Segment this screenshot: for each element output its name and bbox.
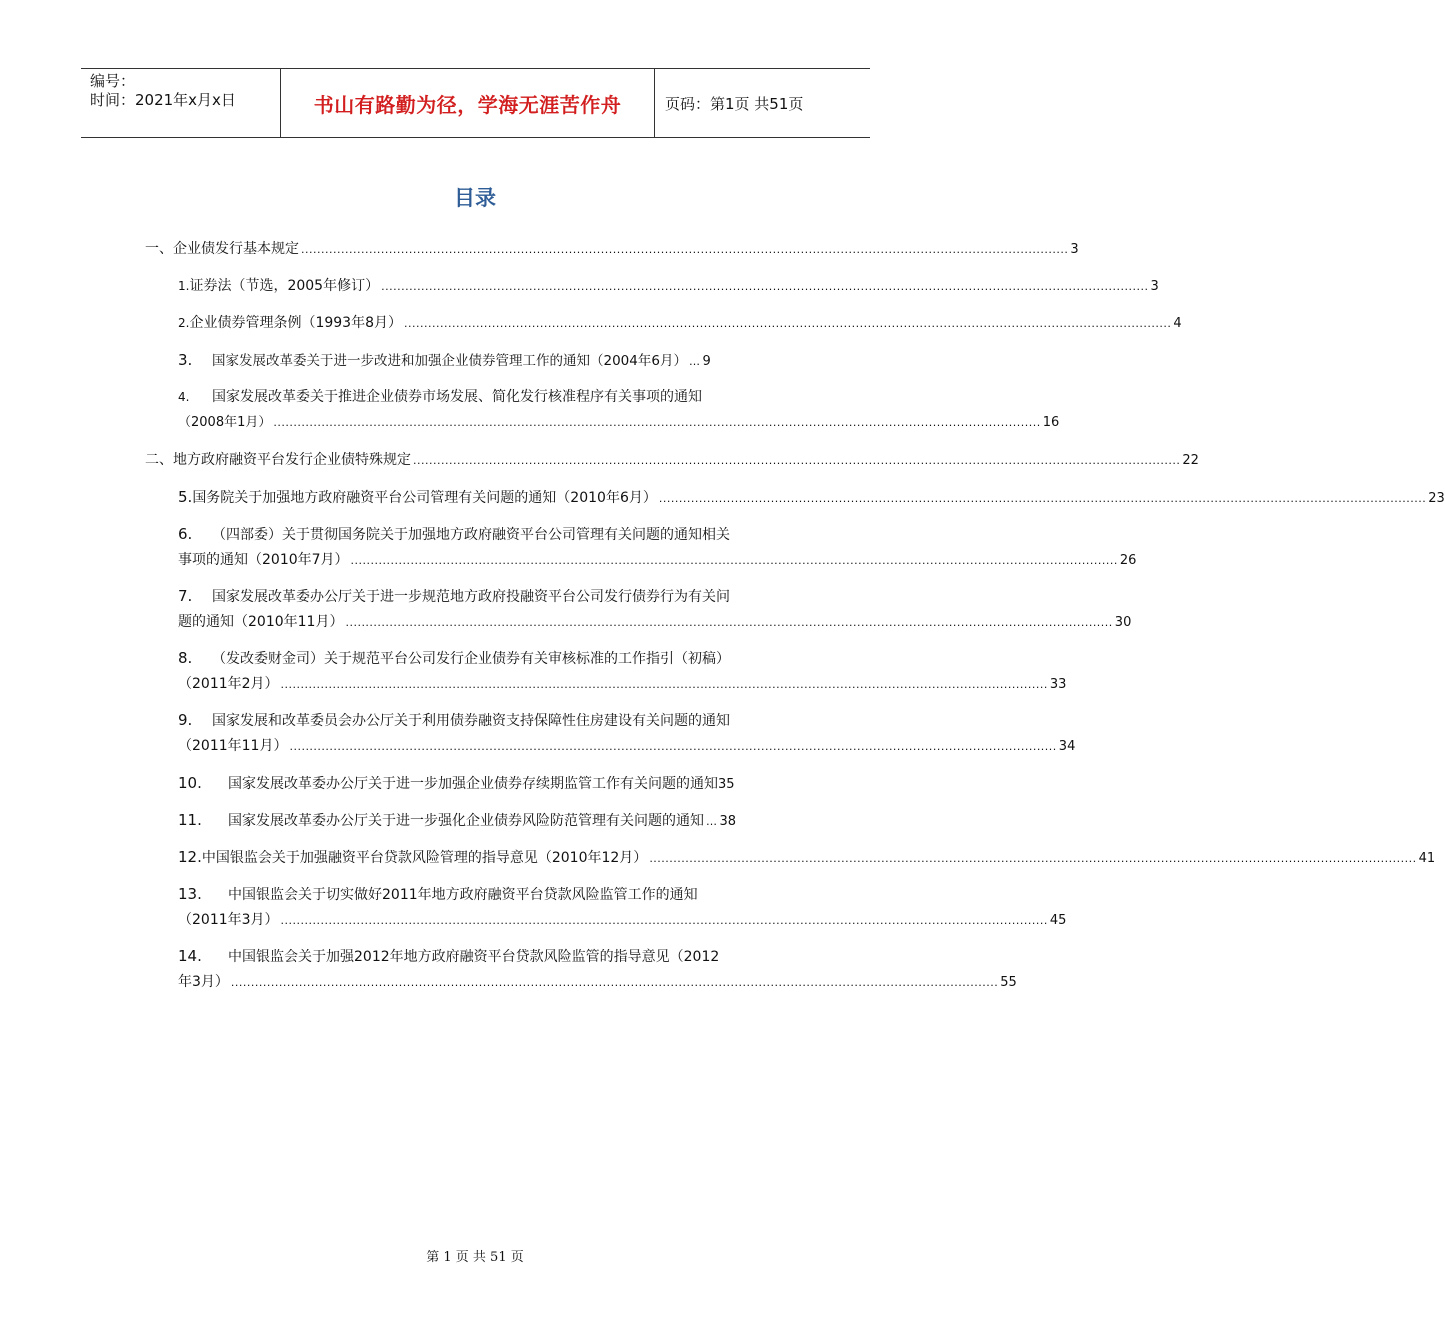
toc-entry-text-continued: 年3月） [178,974,229,990]
toc-leader-dots: ................................................................................................................................................................................................ [273,416,1041,429]
toc-entry-text: 企业债券管理条例（1993年8月） [189,315,402,331]
toc-entry-7[interactable] [178,584,1132,635]
toc-entry-text-continued: （2011年3月） [178,912,279,928]
toc-entry-text-continued: （2011年2月） [178,676,279,692]
toc-entry-page: 3 [1070,242,1079,257]
toc-entry-page: 55 [1000,975,1017,990]
toc-entry-section-2[interactable] [145,448,1199,473]
toc-entry-number: 4. [178,390,190,404]
toc-entry-page: 41 [1418,851,1436,866]
toc-title: 目录 [454,186,496,210]
toc-leader-dots: ................................................................................................................................................................................................ [350,554,1118,567]
toc-entry-text: 企业债发行基本规定 [173,241,299,257]
page-header [81,68,870,138]
toc-entry-13[interactable] [178,882,1067,933]
toc-entry-number: 6. [178,525,193,543]
toc-entry-page: 33 [1049,677,1067,692]
toc-entry-page: 23 [1428,491,1445,506]
toc-entry-3[interactable] [178,348,807,374]
toc-leader-dots: ................................................................................................................................................................................................ [301,243,1069,256]
toc-entry-number: 2. [178,316,190,330]
toc-leader-dots: ................................................................................................................................................................................................ [230,976,999,989]
header-code: 编号： [90,72,136,90]
toc-entry-number: 8. [178,649,193,667]
toc-entry-page: 9 [702,354,711,369]
toc-entry-text: 中国银监会关于切实做好2011年地方政府融资平台贷款风险监管工作的通知 [228,887,698,903]
toc-entry-text: 国家发展和改革委员会办公厅关于利用债券融资支持保障性住房建设有关问题的通知 [212,713,730,729]
toc-entry-page: 34 [1058,739,1076,754]
toc-entry-text: （发改委财金司）关于规范平台公司发行企业债券有关审核标准的工作指引（初稿） [212,651,730,667]
toc-entry-text-continued: 事项的通知（2010年7月） [178,552,349,568]
toc-entry-text: （四部委）关于贯彻国务院关于加强地方政府融资平台公司管理有关问题的通知相关 [212,527,730,543]
toc-entry-text: 国家发展改革委办公厅关于进一步规范地方政府投融资平台公司发行债券行为有关问 [212,589,730,605]
header-motto: 书山有路勤为径，学海无涯苦作舟 [281,69,655,137]
toc-entry-text-continued: 题的通知（2010年11月） [178,614,344,630]
toc-leader-dots: ................................................................................................................................................................................................ [280,914,1048,927]
toc-entry-page: 22 [1182,453,1199,468]
toc-leader-dots: … [706,815,718,828]
toc-leader-dots: ................................................................................................................................................................................................ [404,317,1172,330]
toc-entry-text: 证券法（节选，2005年修订） [189,278,380,294]
toc-entry-text-continued: （2011年11月） [178,738,288,754]
toc-entry-2[interactable] [178,311,1182,336]
toc-entry-page: 3 [1150,279,1159,294]
toc-entry-text: 国务院关于加强地方政府融资平台公司管理有关问题的通知（2010年6月） [192,490,657,506]
toc-entry-4[interactable] [178,385,1060,435]
toc-leader-dots: ................................................................................................................................................................................................ [289,740,1057,753]
toc-leader-dots: ................................................................................................................................................................................................ [345,616,1113,629]
toc-entry-number: 11. [178,811,202,829]
toc-entry-6[interactable] [178,522,1137,573]
toc-entry-text: 中国银监会关于加强2012年地方政府融资平台贷款风险监管的指导意见（2012 [228,949,720,965]
toc-entry-number: 二、 [145,452,173,468]
toc-entry-number: 7. [178,587,193,605]
toc-leader-dots: ................................................................................................................................................................................................ [649,852,1417,865]
toc-entry-page: 26 [1119,553,1137,568]
toc-entry-text: 国家发展改革委关于推进企业债券市场发展、简化发行核准程序有关事项的通知 [212,389,702,405]
toc-entry-page: 38 [719,814,737,829]
header-meta [81,69,281,137]
toc-leader-dots: … [688,355,701,368]
toc-entry-text: 国家发展改革委关于进一步改进和加强企业债券管理工作的通知（2004年6月） [212,353,687,369]
toc-entry-text: 国家发展改革委办公厅关于进一步加强企业债券存续期监管工作有关问题的通知 [228,776,718,792]
toc-entry-number: 9. [178,711,193,729]
toc-entry-number: 13. [178,885,202,903]
toc-leader-dots: ................................................................................................................................................................................................ [658,492,1427,505]
toc-entry-number: 一、 [145,241,173,257]
toc-entry-page: 30 [1114,615,1132,630]
toc-entry-text: 地方政府融资平台发行企业债特殊规定 [173,452,411,468]
header-page-info: 页码：第1页 共51页 [665,94,804,113]
toc-entry-number: 12. [178,848,202,866]
toc-entry-text-continued: （2008年1月） [178,415,272,430]
toc-entry-text: 国家发展改革委办公厅关于进一步强化企业债券风险防范管理有关问题的通知 [228,813,704,829]
toc-entry-8[interactable] [178,646,1067,697]
toc-entry-page: 35 [718,777,735,792]
toc-entry-9[interactable] [178,708,1076,759]
toc-entry-page: 16 [1042,415,1060,430]
toc-entry-text: 中国银监会关于加强融资平台贷款风险管理的指导意见（2010年12月） [201,850,648,866]
toc-entry-page: 4 [1173,316,1182,331]
toc-leader-dots: ................................................................................................................................................................................................ [413,454,1181,467]
toc-entry-11[interactable] [178,808,807,834]
toc-entry-number: 10. [178,774,202,792]
toc-leader-dots: ................................................................................................................................................................................................ [381,280,1149,293]
toc-entry-number: 5. [178,488,193,506]
header-date: 时间：2021年x月x日 [90,91,236,109]
toc-entry-5[interactable] [178,485,1445,511]
toc-entry-10[interactable] [178,771,807,797]
toc-entry-1[interactable] [178,274,1159,299]
toc-entry-page: 45 [1049,913,1067,928]
toc-entry-14[interactable] [178,944,1017,995]
toc-entry-number: 3. [178,351,193,369]
toc-entry-section-1[interactable] [145,237,1079,262]
toc-leader-dots: ................................................................................................................................................................................................ [280,678,1048,691]
toc-entry-number: 1. [178,279,190,293]
page-footer: 第 1 页 共 51 页 [426,1250,524,1265]
toc-entry-12[interactable] [178,845,1436,871]
toc-entry-number: 14. [178,947,202,965]
